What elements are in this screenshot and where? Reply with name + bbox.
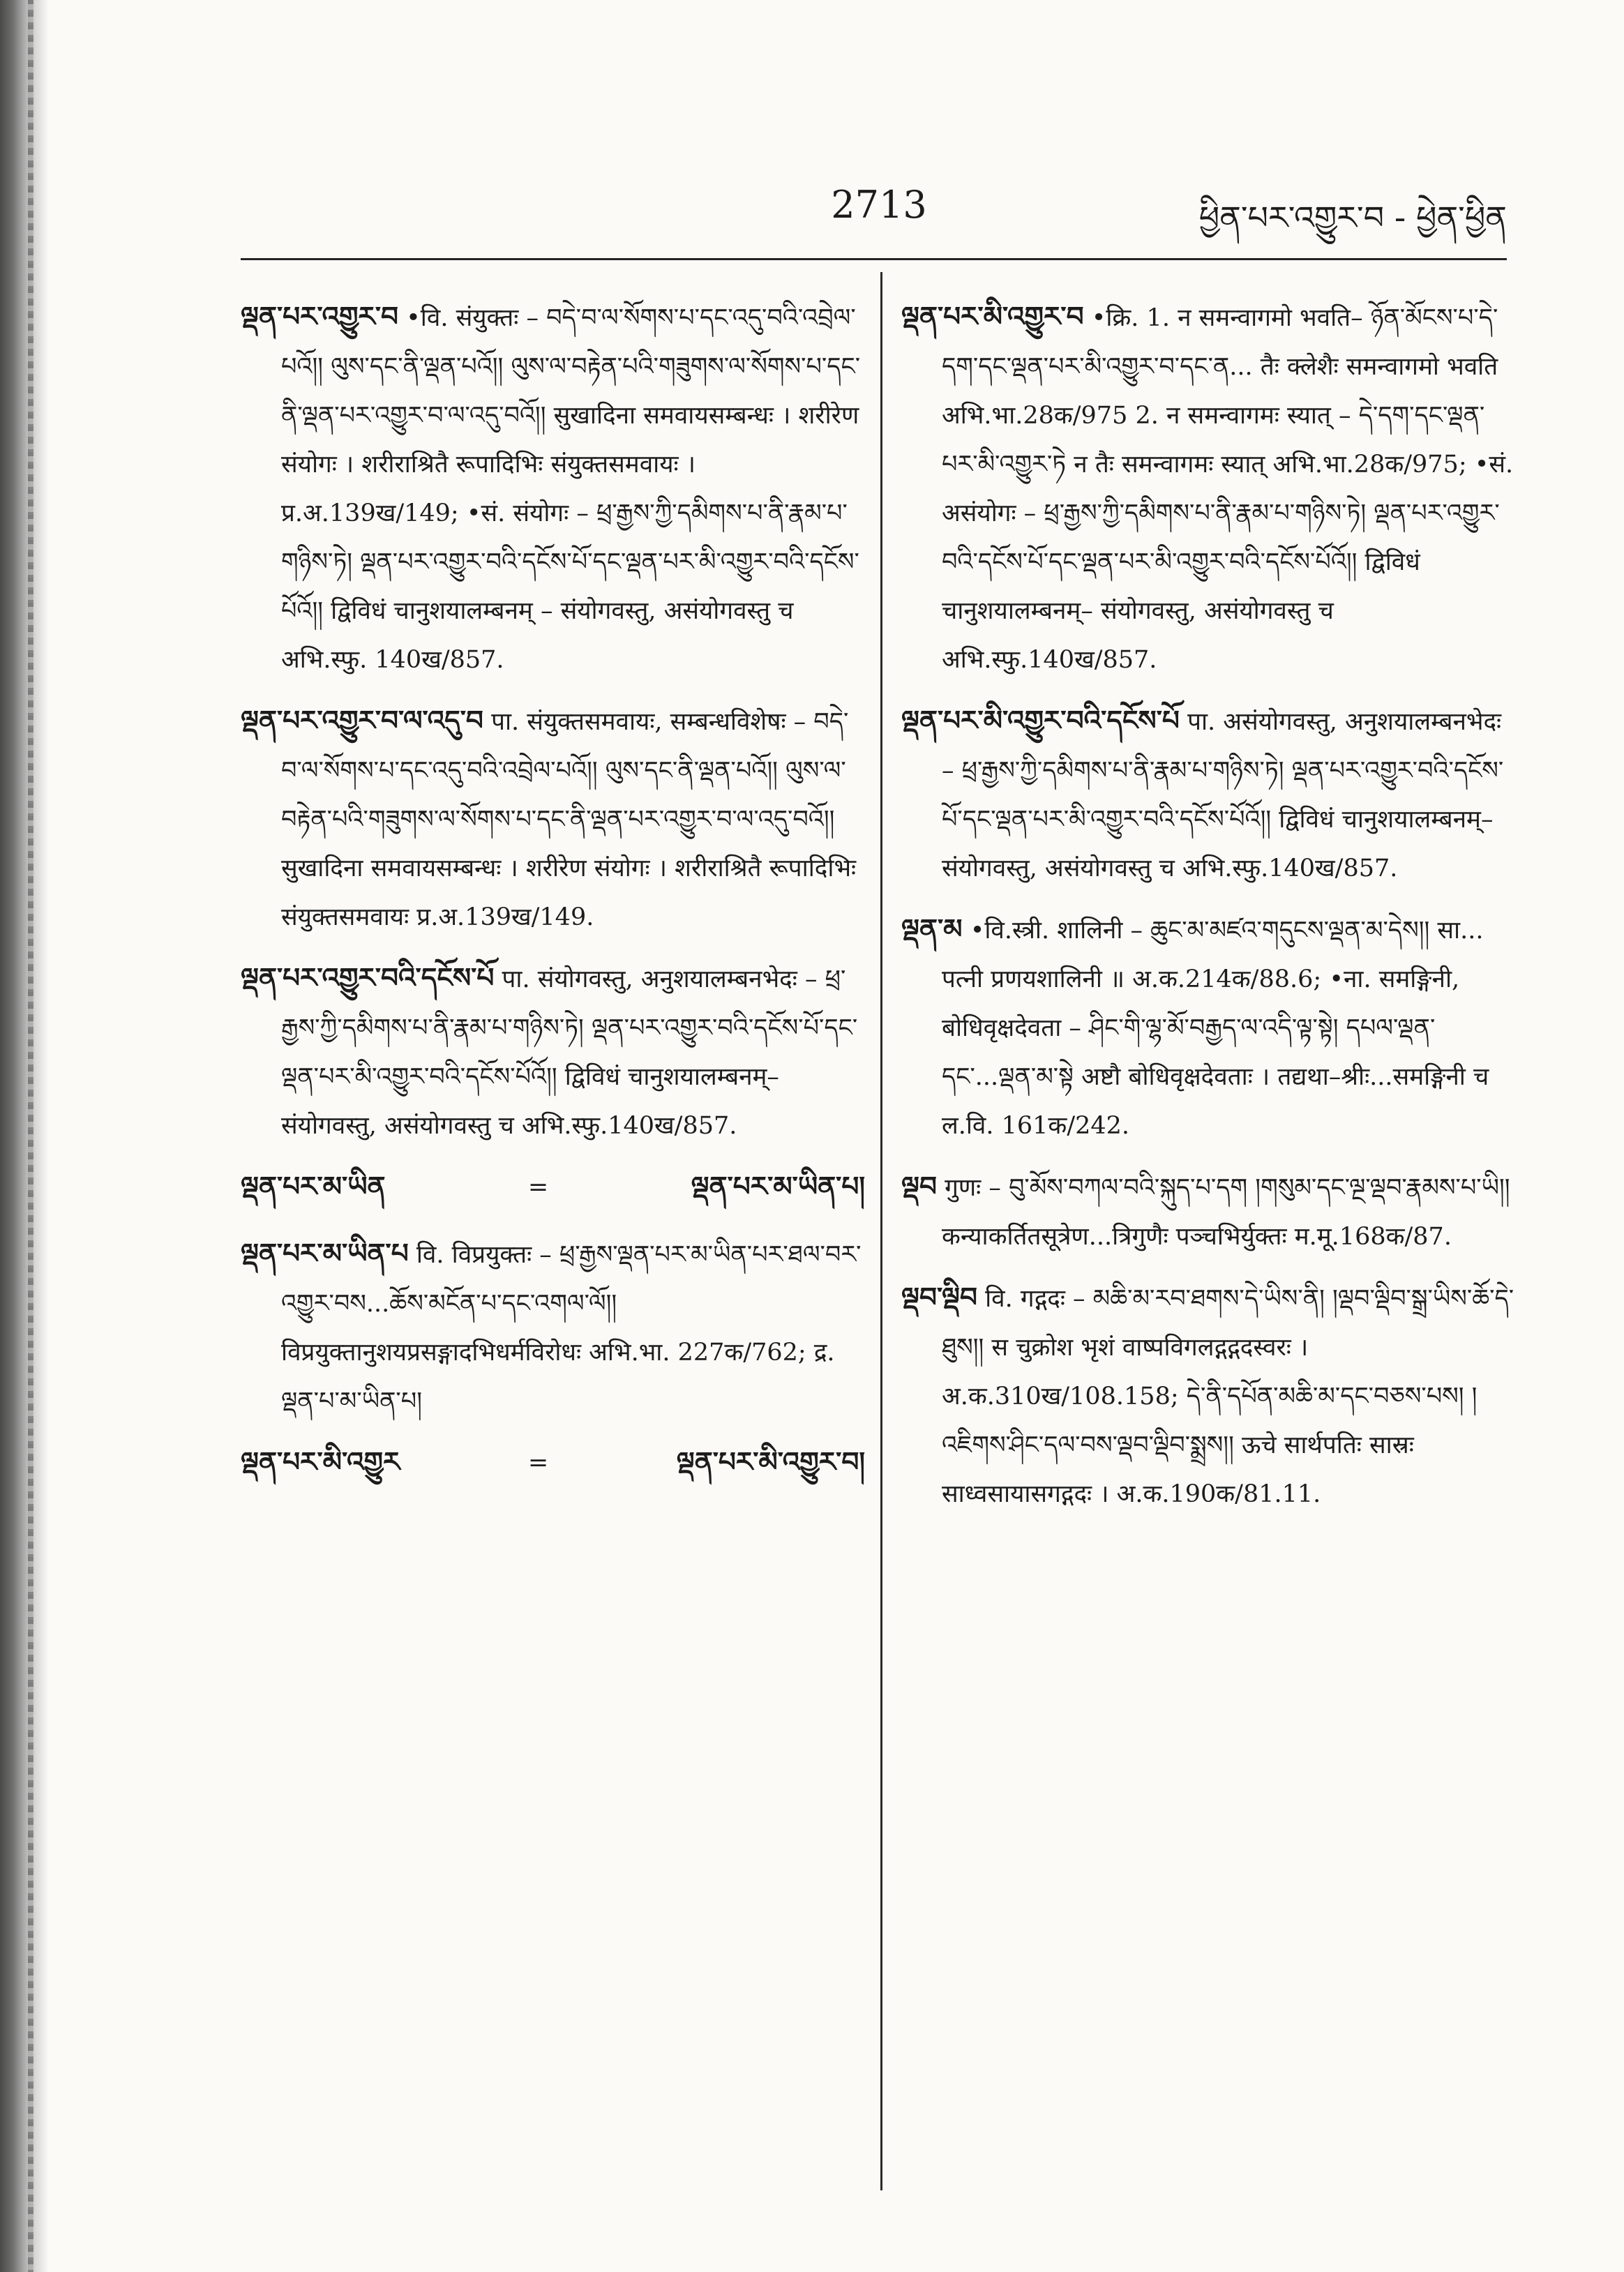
entry-headword: ལྡན་པར་མི་འགྱུར་བའི་དངོས་པོ: [901, 705, 1180, 737]
dictionary-entry: [241, 697, 865, 942]
entry-definition: गुणः – བུ་མོས་བཀལ་བའི་སྐུད་པ་དག །གསུམ་དང་ལྔ་ལྡབ་རྣམས་པ་ཡི།། कन्याकर्तितसूत्रेण...त्रिगुणैः पञ्चभिर्युक्तः म.मू.168क/87.: [942, 1174, 1510, 1251]
entry-headword: ལྡན་པར་མི་འགྱུར་བ: [901, 301, 1084, 333]
entry-headword: ལྡན་པར་འགྱུར་བ་ལ་འདུ་བ: [241, 705, 483, 737]
cross-reference-target: ལྡན་པར་མ་ཡིན་པ།: [691, 1171, 865, 1203]
cross-reference-target: ལྡན་པར་མི་འགྱུར་བ།: [676, 1447, 865, 1478]
entry-headword: ལྡན་པར་མ་ཡིན: [241, 1171, 386, 1203]
entry-definition: पा. संयोगवस्तु, अनुशयालम्बनभेदः – ཕྲ་རྒྱས་ཀྱི་དམིགས་པ་ནི་རྣམ་པ་གཉིས་ཏེ། ལྡན་པར་འགྱུར་བའི་དངོས་པོ་དང་ལྡན་པར་མི་འགྱུར་བའི་དངོས་པོའོ།། द्विविधं चानुशयालम्बनम्–संयोगवस्तु, असंयोगवस्तु च अभि.स्फु.140ख/857.: [281, 965, 858, 1140]
left-column: [241, 293, 865, 2197]
dictionary-entry: [901, 1163, 1515, 1261]
dictionary-entry: [901, 1274, 1515, 1519]
entry-definition: पा. असंयोगवस्तु, अनुशयालम्बनभेदः – ཕྲ་རྒྱས་ཀྱི་དམིགས་པ་ནི་རྣམ་པ་གཉིས་ཏེ། ལྡན་པར་འགྱུར་བའི་དངོས་པོ་དང་ལྡན་པར་མི་འགྱུར་བའི་དངོས་པོའོ།། द्विविधं चानुशयालम्बनम्–संयोगवस्तु, असंयोगवस्तु च अभि.स्फु.140ख/857.: [942, 708, 1504, 882]
book-spine-shadow: [0, 0, 49, 2272]
entry-headword: ལྡན་པར་འགྱུར་བའི་དངོས་པོ: [241, 963, 495, 994]
column-divider: [880, 272, 882, 2190]
dictionary-entry: [241, 954, 865, 1150]
entry-definition: •क्रि. 1. न समन्वागमो भवति– ཉོན་མོངས་པ་དེ་དག་དང་ལྡན་པར་མི་འགྱུར་བ་དང་ན... तैः क्लेशैः समन्वागमो भवति अभि.भा.28क/975 2. न समन्वागमः स्यात् – དེ་དག་དང་ལྡན་པར་མི་འགྱུར་ཏེ न तैः समन्वागमः स्यात् अभि.भा.28क/975; •सं. असंयोगः – ཕྲ་རྒྱས་ཀྱི་དམིགས་པ་ནི་རྣམ་པ་གཉིས་ཏེ། ལྡན་པར་འགྱུར་བའི་དངོས་པོ་དང་ལྡན་པར་མི་འགྱུར་བའི་དངོས་པོའོ།། द्विविधं चानुशयालम्बनम्– संयोगवस्तु, असंयोगवस्तु च अभि.स्फु.140ख/857.: [942, 304, 1514, 674]
entry-definition: पा. संयुक्तसमवायः, सम्बन्धविशेषः – བདེ་བ་ལ་སོགས་པ་དང་འདུ་བའི་འབྲེལ་པའོ།། ལུས་དང་ནི་ལྡན་པའོ།། ལུས་ལ་བརྟེན་པའི་གཟུགས་ལ་སོགས་པ་དང་ནི་ལྡན་པར་འགྱུར་བ་ལ་འདུ་བའོ།། सुखादिना समवायसम्बन्धः । शरीरेण संयोगः । शरीराश्रितै रूपादिभिः संयुक्तसमवायः प्र.अ.139ख/149.: [281, 708, 857, 931]
dictionary-entry: [901, 293, 1515, 684]
entry-definition: वि. गद्गदः – མཆི་མ་རབ་ཐགས་དེ་ཡིས་ནི། །ལྡབ་ལྡིབ་སྒྲ་ཡིས་ཆོ་དེ་ཐུས།། स चुक्रोश भृशं वाष्पविगलद्गद्गदस्वरः । अ.क.310ख/108.158; དེ་ནི་དཔོན་མཆི་མ་དང་བཅས་པས། །འཇིགས་ཤིང་དལ་བས་ལྡབ་ལྡིབ་སྨྲས།། ऊचे सार्थपतिः सास्रः साध्वसायासगद्गदः । अ.क.190क/81.11.: [942, 1285, 1514, 1508]
entry-headword: ལྡན་པར་མ་ཡིན་པ: [241, 1238, 409, 1270]
cross-reference-entry: [241, 1163, 865, 1212]
dictionary-entry: [241, 1230, 865, 1426]
entry-definition: •वि.स्त्री. शालिनी – ཆུང་མ་མཛའ་གདུངས་ལྡན་མ་དེས།། सा... पत्नी प्रणयशालिनी ॥ अ.क.214क/88.6; •ना. समङ्गिनी, बोधिवृक्षदेवता – ཤིང་གི་ལྷ་མོ་བརྒྱད་ལ་འདི་ལྟ་སྟེ། དཔལ་ལྡན་དང་...ལྡན་མ་སྟེ अष्टौ बोधिवृक्षदेवताः । तद्यथा–श्रीः...समङ्गिनी च ल.वि. 161क/242.: [942, 917, 1489, 1140]
entry-headword: ལྡན་པར་མི་འགྱུར: [241, 1447, 400, 1478]
equals-sign: =: [527, 1449, 549, 1477]
header-rule: [241, 258, 1507, 260]
cross-reference-entry: [241, 1438, 865, 1487]
right-column: [901, 293, 1515, 2197]
book-binding-edge: [28, 0, 33, 2272]
dictionary-entry: [901, 905, 1515, 1150]
entry-headword: ལྡབ་ལྡིབ: [901, 1282, 977, 1314]
entry-headword: ལྡན་པར་འགྱུར་བ: [241, 301, 399, 333]
entry-definition: •वि. संयुक्तः – བདེ་བ་ལ་སོགས་པ་དང་འདུ་བའི་འབྲེལ་པའོ།། ལུས་དང་ནི་ལྡན་པའོ།། ལུས་ལ་བརྟེན་པའི་གཟུགས་ལ་སོགས་པ་དང་ནི་ལྡན་པར་འགྱུར་བ་ལ་འདུ་བའོ།། सुखादिना समवायसम्बन्धः । शरीरेण संयोगः । शरीराश्रितै रूपादिभिः संयुक्तसमवायः । प्र.अ.139ख/149; •सं. संयोगः – ཕྲ་རྒྱས་ཀྱི་དམིགས་པ་ནི་རྣམ་པ་གཉིས་ཏེ། ལྡན་པར་འགྱུར་བའི་དངོས་པོ་དང་ལྡན་པར་མི་འགྱུར་བའི་དངོས་པོའོ།། द्विविधं चानुशयालम्बनम् – संयोगवस्तु, असंयोगवस्तु च अभि.स्फु. 140ख/857.: [281, 304, 861, 674]
equals-sign: =: [527, 1173, 549, 1201]
dictionary-entry: [241, 293, 865, 684]
dictionary-entry: [901, 697, 1515, 893]
entry-headword: ལྡན་མ: [901, 914, 963, 945]
entry-definition: वि. विप्रयुक्तः – ཕྲ་རྒྱས་ལྡན་པར་མ་ཡིན་པར་ཐལ་བར་འགྱུར་བས...ཆོས་མངོན་པ་དང་འགལ་ལོ།། विप्रयुक्तानुशयप्रसङ्गादभिधर्मविरोधः अभि.भा. 227क/762; द्र. ལྡན་པ་མ་ཡིན་པ།: [281, 1241, 862, 1415]
running-head: ཕྱིན་པར་འགྱུར་བ - ཕྱེན་ཕྱིན: [1198, 199, 1507, 236]
entry-headword: ལྡབ: [901, 1171, 937, 1203]
page-number: 2713: [831, 183, 927, 227]
